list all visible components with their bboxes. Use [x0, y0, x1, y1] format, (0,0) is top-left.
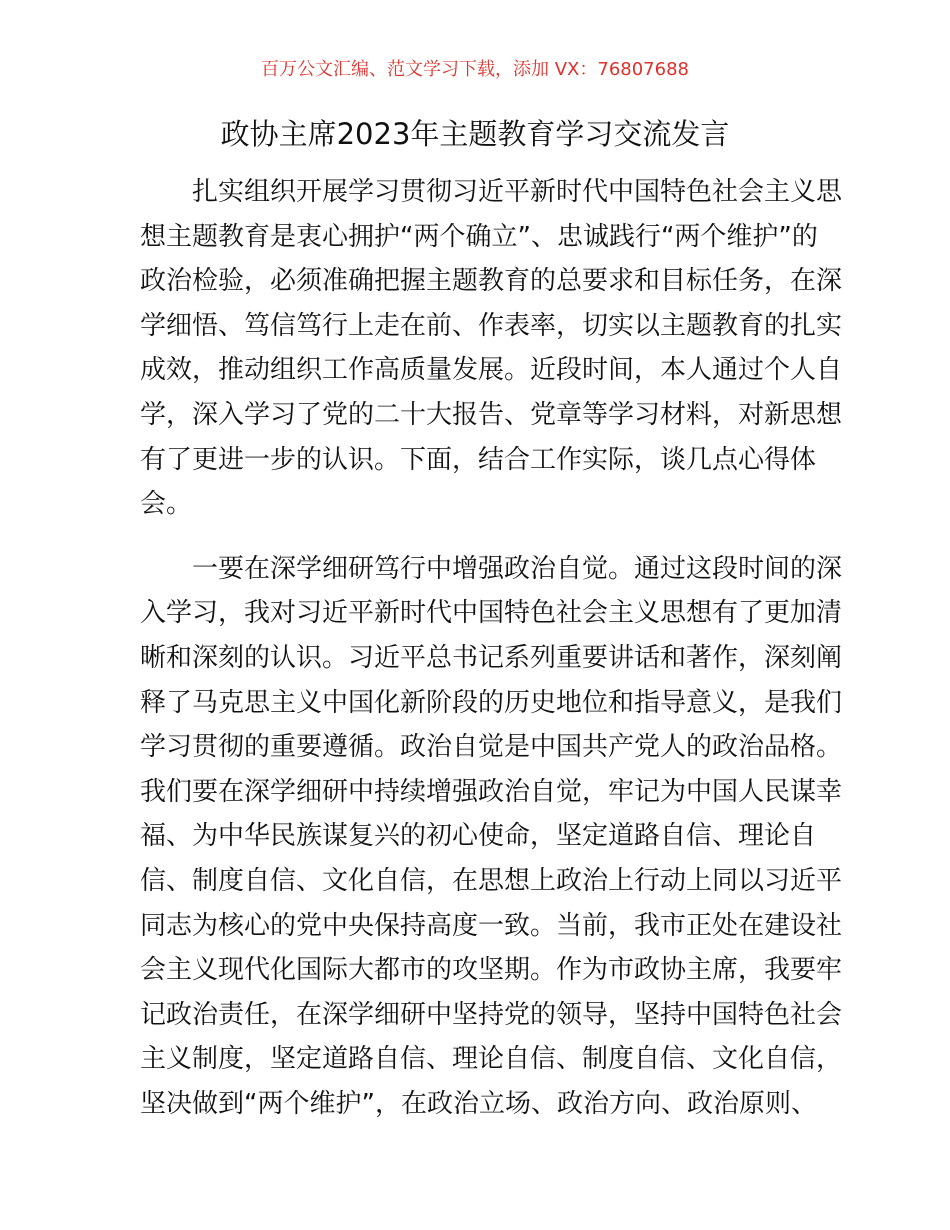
document-title: 政协主席2023年主题教育学习交流发言 [220, 117, 730, 151]
text-line: 入学习，我对习近平新时代中国特色社会主义思想有了更加清 [140, 598, 843, 629]
text-line: 学习贯彻的重要遵循。政治自觉是中国共产党人的政治品格。 [140, 732, 843, 763]
text-line: 晰和深刻的认识。习近平总书记系列重要讲话和著作，深刻阐 [140, 642, 843, 673]
text-line: 学细悟、笃信笃行上走在前、作表率，切实以主题教育的扎实 [140, 310, 843, 341]
text-line: 一要在深学细研笃行中增强政治自觉。通过这段时间的深 [192, 553, 843, 584]
text-line: 主义制度，坚定道路自信、理论自信、制度自信、文化自信， [140, 1044, 843, 1075]
text-line: 我们要在深学细研中持续增强政治自觉，牢记为中国人民谋幸 [140, 776, 843, 807]
text-line: 会主义现代化国际大都市的攻坚期。作为市政协主席，我要牢 [140, 955, 843, 986]
text-line: 会。 [140, 489, 193, 520]
text-line: 坚决做到“两个维护”，在政治立场、政治方向、政治原则、 [140, 1088, 817, 1119]
text-line: 政治检验，必须准确把握主题教育的总要求和目标任务，在深 [140, 266, 843, 297]
text-line: 扎实组织开展学习贯彻习近平新时代中国特色社会主义思 [192, 177, 843, 207]
paragraph-intro [140, 170, 843, 527]
watermark-header: 百万公文汇编、范文学习下载，添加 VX：76807688 [261, 59, 689, 80]
paragraph-spacer [140, 527, 820, 547]
text-line: 福、为中华民族谋复兴的初心使命，坚定道路自信、理论自 [140, 821, 817, 852]
text-line: 想主题教育是衷心拥护“两个确立”、忠诚践行“两个维护”的 [140, 221, 818, 252]
text-line: 有了更进一步的认识。下面，结合工作实际，谈几点心得体 [140, 444, 817, 475]
text-line: 记政治责任，在深学细研中坚持党的领导，坚持中国特色社会 [140, 999, 843, 1030]
text-line: 成效，推动组织工作高质量发展。近段时间，本人通过个人自 [140, 355, 843, 386]
paragraph-political-awareness [140, 547, 843, 1127]
text-line: 释了马克思主义中国化新阶段的历史地位和指导意义，是我们 [140, 687, 843, 718]
text-line: 学，深入学习了党的二十大报告、党章等学习材料，对新思想 [140, 399, 843, 430]
text-line: 信、制度自信、文化自信，在思想上政治上行动上同以习近平 [140, 865, 843, 896]
text-line: 同志为核心的党中央保持高度一致。当前，我市正处在建设社 [140, 910, 843, 941]
document-body [140, 170, 843, 1126]
